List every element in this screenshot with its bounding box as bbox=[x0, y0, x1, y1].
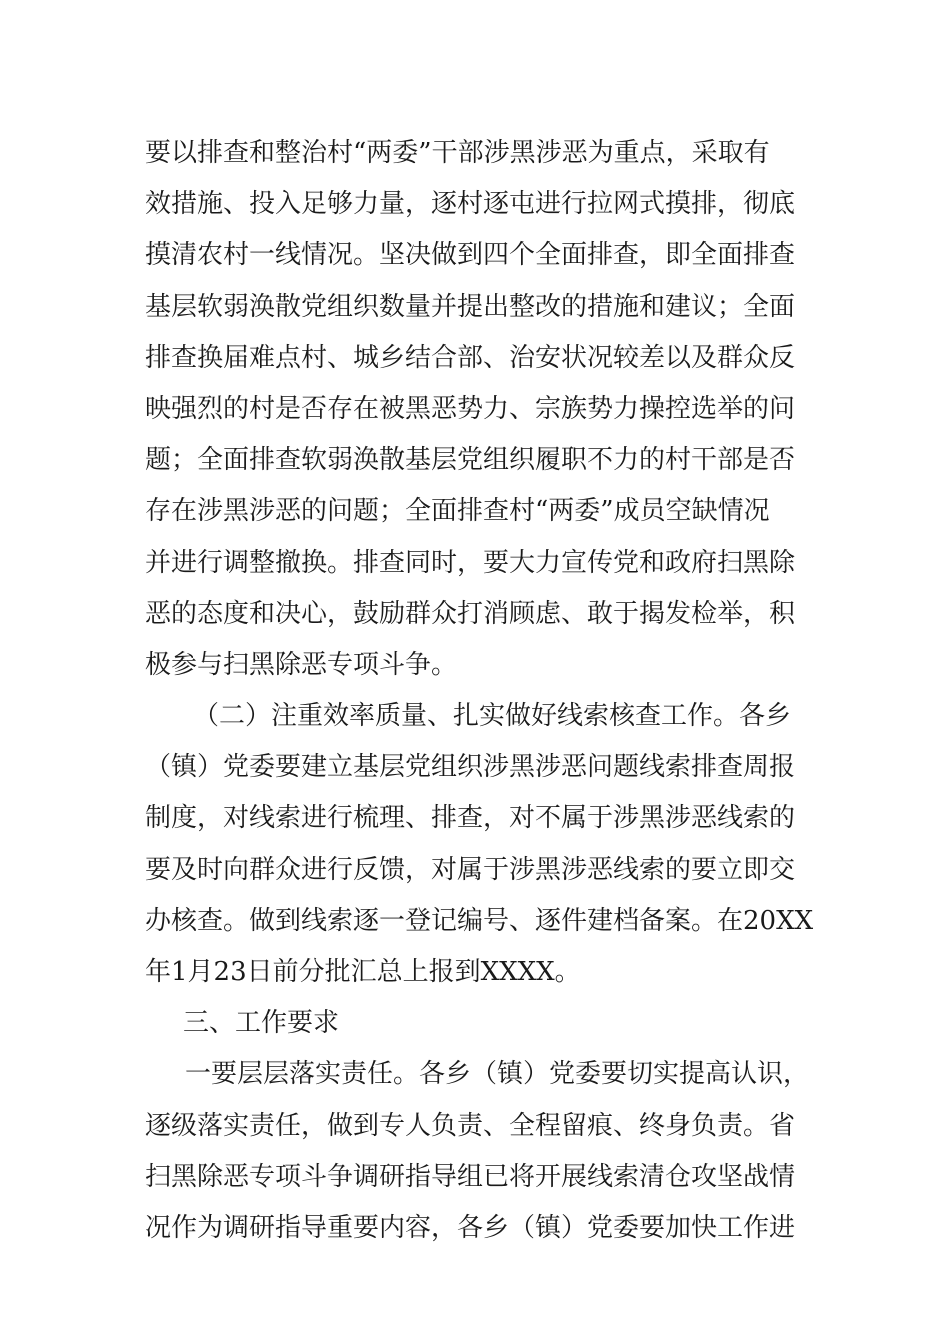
document-body bbox=[145, 128, 815, 1254]
text-line: （镇）党委要建立基层党组织涉黑涉恶问题线索排查周报 bbox=[145, 752, 796, 783]
text-line: 要以排查和整治村“两委”干部涉黑涉恶为重点，采取有 bbox=[145, 138, 770, 168]
text-line: 基层软弱涣散党组织数量并提出整改的措施和建议；全面 bbox=[145, 291, 796, 322]
text-line: 恶的态度和决心，鼓励群众打消顾虑、敢于揭发检举，积 bbox=[145, 598, 796, 629]
text-line: 况作为调研指导重要内容，各乡（镇）党委要加快工作进 bbox=[145, 1212, 796, 1243]
section-heading: （二）注重效率质量、扎实做好线索核查工作。各乡 bbox=[193, 701, 792, 732]
text-line: 效措施、投入足够力量，逐村逐屯进行拉网式摸排，彻底 bbox=[145, 189, 796, 220]
text-line: 摸清农村一线情况。坚决做到四个全面排查，即全面排查 bbox=[145, 240, 796, 271]
text-line: 要及时向群众进行反馈，对属于涉黑涉恶线索的要立即交 bbox=[145, 854, 796, 885]
text-line: 扫黑除恶专项斗争调研指导组已将开展线索清仓攻坚战情 bbox=[145, 1161, 796, 1192]
section-heading: 三、工作要求 bbox=[183, 1008, 340, 1039]
text-line: 映强烈的村是否存在被黑恶势力、宗族势力操控选举的问 bbox=[145, 393, 796, 424]
text-line: 极参与扫黑除恶专项斗争。 bbox=[145, 649, 458, 680]
text-line: 制度，对线索进行梳理、排查，对不属于涉黑涉恶线索的 bbox=[145, 803, 796, 834]
text-line: 一要层层落实责任。各乡（镇）党委要切实提高认识， bbox=[185, 1059, 810, 1090]
text-line: 年1月23日前分批汇总上报到XXXX。 bbox=[145, 957, 581, 987]
text-line: 题；全面排查软弱涣散基层党组织履职不力的村干部是否 bbox=[145, 445, 796, 476]
text-line: 存在涉黑涉恶的问题；全面排查村“两委”成员空缺情况 bbox=[145, 496, 770, 527]
text-line: 逐级落实责任，做到专人负责、全程留痕、终身负责。省 bbox=[145, 1110, 796, 1141]
text-line: 并进行调整撤换。排查同时，要大力宣传党和政府扫黑除 bbox=[145, 547, 796, 578]
text-line: 办核查。做到线索逐一登记编号、逐件建档备案。在20XX bbox=[145, 905, 814, 936]
text-line: 排查换届难点村、城乡结合部、治安状况较差以及群众反 bbox=[145, 342, 796, 373]
